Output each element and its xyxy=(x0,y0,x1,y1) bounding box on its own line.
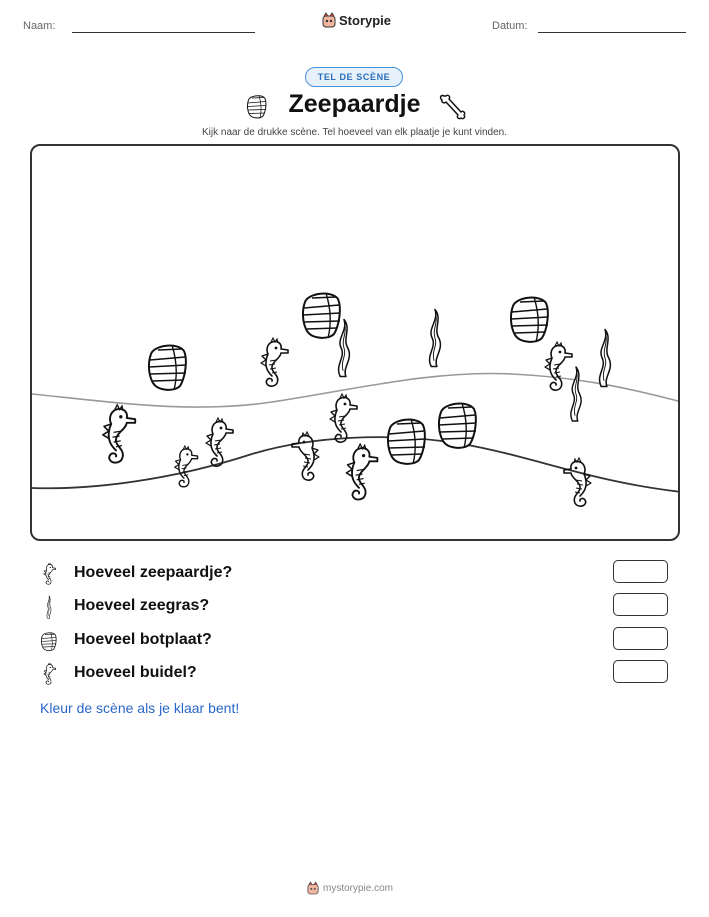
answer-box[interactable] xyxy=(613,627,668,650)
brand-logo xyxy=(322,12,391,28)
bone-plate-icon xyxy=(388,419,425,464)
seahorse-icon xyxy=(261,338,288,386)
storypie-mascot-icon xyxy=(322,12,336,28)
bone-icon xyxy=(438,92,468,122)
seahorse-icon xyxy=(206,418,233,466)
answer-box[interactable] xyxy=(613,560,668,583)
coloring-note: Kleur de scène als je klaar bent! xyxy=(40,700,240,716)
question-row xyxy=(40,593,670,621)
page-title: Zeepaardje xyxy=(288,90,421,118)
date-label: Datum: xyxy=(492,20,528,32)
question-text: Hoeveel botplaat? xyxy=(74,631,212,648)
instructions: Kijk naar de drukke scène. Tel hoeveel van elk plaatje je kunt vinden. xyxy=(201,127,507,138)
answer-box[interactable] xyxy=(613,593,668,616)
bone-plate-icon xyxy=(439,403,476,448)
answer-box[interactable] xyxy=(613,660,668,683)
seahorse-icon xyxy=(564,458,591,506)
seahorse-icon xyxy=(292,432,319,480)
activity-badge: TEL DE SCÈNE xyxy=(305,67,403,87)
seagrass-icon xyxy=(339,320,350,377)
seagrass-icon xyxy=(600,330,611,387)
scene-panel xyxy=(30,144,680,541)
storypie-mascot-icon xyxy=(307,881,319,895)
question-row xyxy=(40,660,670,688)
seagrass-icon xyxy=(430,310,441,367)
bone-plate-icon xyxy=(149,345,186,390)
seagrass-icon xyxy=(571,367,581,421)
question-text: Hoeveel zeegras? xyxy=(74,597,210,614)
name-label: Naam: xyxy=(23,20,56,32)
seahorse-icon xyxy=(545,342,572,390)
bone-plate-icon xyxy=(40,629,58,653)
question-text: Hoeveel zeepaardje? xyxy=(74,564,233,581)
footer-url[interactable]: mystorypie.com xyxy=(323,882,394,894)
name-line[interactable] xyxy=(72,32,255,33)
seahorse-icon xyxy=(40,562,58,586)
scene-illustration xyxy=(32,146,680,541)
question-row xyxy=(40,560,670,588)
question-text: Hoeveel buidel? xyxy=(74,664,197,681)
bone-plate-icon xyxy=(303,293,340,338)
pouch-seahorse-icon xyxy=(40,662,58,686)
seahorse-icon xyxy=(175,446,198,487)
seahorse-icon xyxy=(103,405,135,463)
sea-wave-line xyxy=(32,373,680,407)
seahorse-icon xyxy=(346,444,377,499)
seahorse-icon xyxy=(330,394,357,442)
question-row xyxy=(40,627,670,655)
brand-name: Storypie xyxy=(339,12,392,28)
date-line[interactable] xyxy=(538,32,686,33)
seagrass-icon xyxy=(40,595,58,619)
bone-plate-icon xyxy=(511,297,548,342)
footer-brand xyxy=(307,881,393,895)
